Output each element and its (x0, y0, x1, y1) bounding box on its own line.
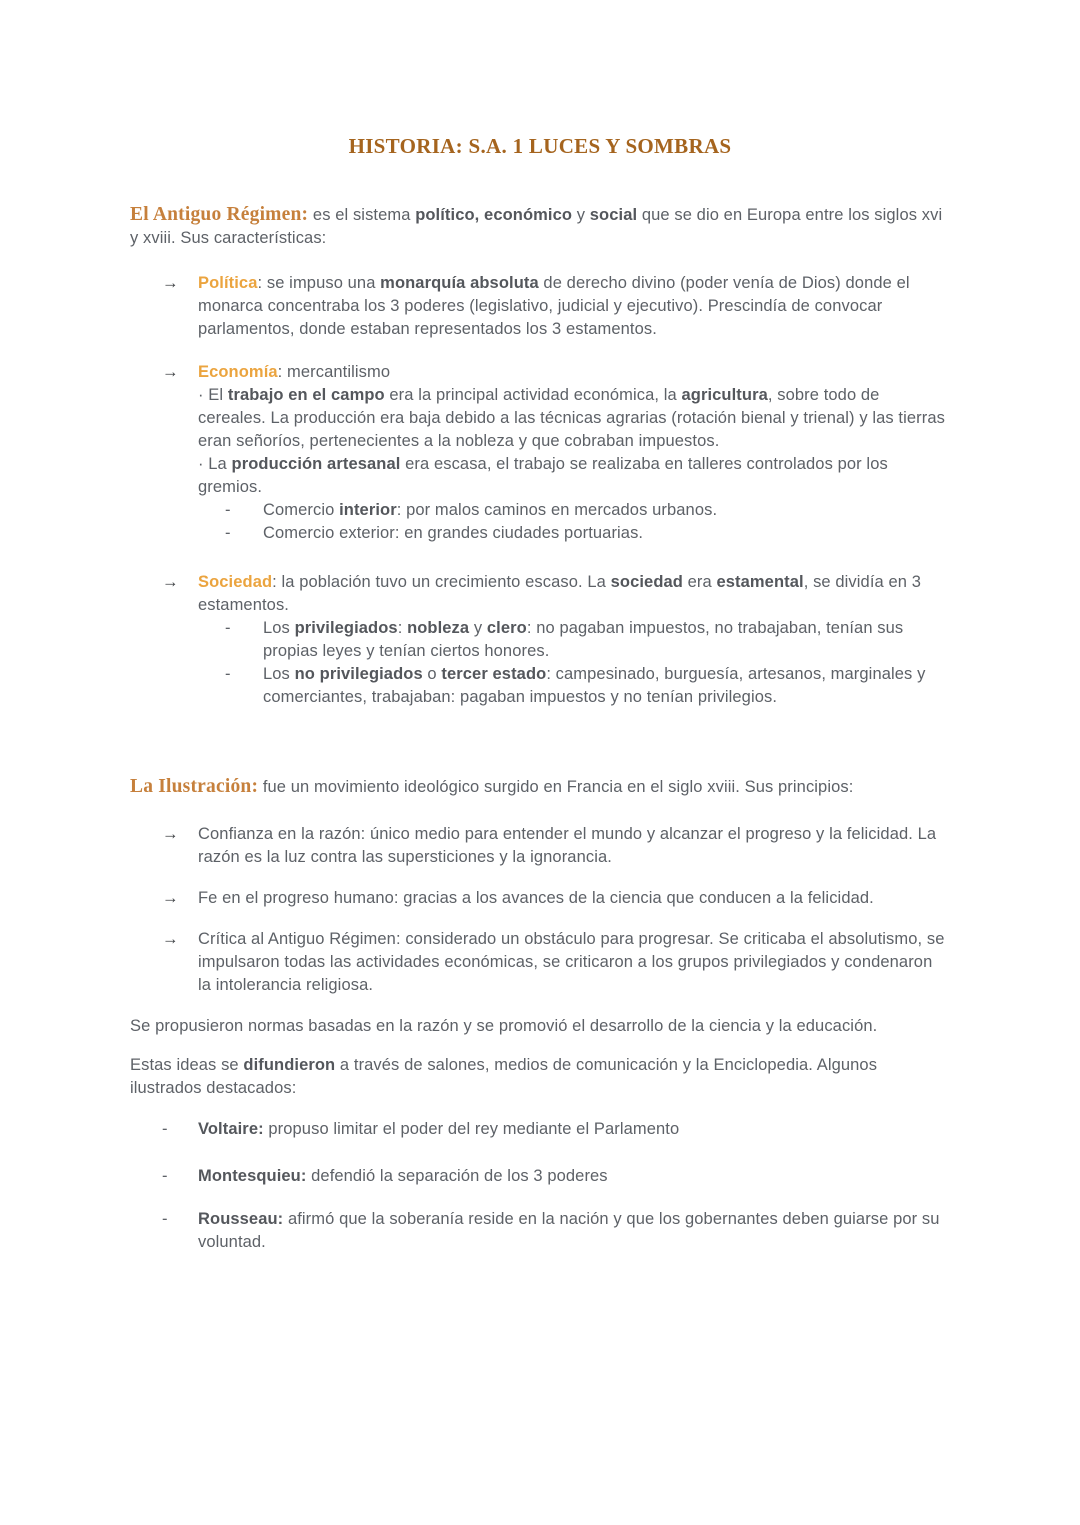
text: era escasa, el trabajo se realizaba en talleres controlados por los gremios. (198, 455, 888, 496)
text-line (130, 775, 950, 799)
text: fue un movimiento ideológico surgido en Francia en el siglo xviii. Sus principios: (258, 778, 854, 796)
text: era la principal actividad económica, la (384, 386, 682, 404)
bold-text: agricultura (681, 386, 768, 404)
bullet-content (198, 823, 950, 869)
text-line (198, 1118, 950, 1141)
arrow-bullet-icon: → (162, 930, 179, 948)
item-voltaire (130, 1118, 950, 1141)
document-title: HISTORIA: S.A. 1 LUCES Y SOMBRAS (348, 134, 732, 158)
dash-bullet-icon: - (225, 524, 231, 542)
paragraph-difusion-ideas (130, 1054, 950, 1100)
bold-text: trabajo en el campo (227, 386, 385, 404)
text-line (198, 361, 950, 384)
text: es el sistema (308, 206, 416, 224)
text: y (572, 206, 590, 224)
bold-text: monarquía absoluta (380, 274, 539, 292)
arrow-bullet-icon: → (162, 363, 179, 381)
text: Crítica al Antiguo Régimen: considerado un obstáculo para progresar. Se criticaba el absolutismo, se impulsaron todas las actividades económicas, se criticaron a los grupos privilegiados y condenaron la intolerancia religiosa. (198, 930, 945, 994)
text: : por malos caminos en mercados urbanos. (396, 501, 718, 519)
bullet-confianza-razon (130, 823, 950, 869)
text: , se dividía en 3 estamentos. (198, 573, 921, 614)
text-line (198, 571, 950, 617)
text: · El (198, 386, 228, 404)
text-line (130, 203, 950, 250)
bold-text: no privilegiados (294, 665, 423, 683)
bullet-fe-progreso (130, 887, 950, 910)
bullet-content (198, 571, 950, 617)
text-line (263, 663, 950, 709)
bullet-content (263, 499, 950, 522)
text: Se propusieron normas basadas en la razón y se promovió el desarrollo de la ciencia y la educación. (130, 1017, 878, 1035)
text-line (130, 1054, 950, 1100)
intro-paragraph-antiguo-regimen (130, 203, 950, 250)
text: que se dio en Europa entre los siglos xvi y xviii. Sus características: (130, 206, 943, 247)
bullet-critica-antiguo-regimen (130, 928, 950, 997)
bullet-content (198, 1118, 950, 1141)
text-line (198, 928, 950, 997)
subitem-comercio-interior (130, 499, 950, 522)
text: afirmó que la soberanía reside en la nación y que los gobernantes deben guiarse por su voluntad. (198, 1210, 940, 1251)
document-body (130, 203, 950, 1254)
text-line (198, 272, 950, 341)
bullet-content (198, 1208, 950, 1254)
bold-text: Rousseau: (198, 1210, 284, 1228)
text-line (198, 823, 950, 869)
text-line (263, 499, 950, 522)
bullet-content (198, 887, 950, 910)
text-line (198, 384, 950, 453)
subitem-privilegiados (130, 617, 950, 663)
text: : campesinado, burguesía, artesanos, marginales y comerciantes, trabajaban: pagaban impuestos y no tenían privilegios. (263, 665, 926, 706)
text: propuso limitar el poder del rey mediante el Parlamento (263, 1120, 680, 1138)
text-line (198, 887, 950, 910)
text: Confianza en la razón: único medio para entender el mundo y alcanzar el progreso y la felicidad. La razón es la luz contra las supersticiones y la ignorancia. (198, 825, 937, 866)
text: Fe en el progreso humano: gracias a los avances de la ciencia que conducen a la felicidad. (198, 889, 874, 907)
arrow-bullet-icon: → (162, 274, 179, 292)
bullet-content (198, 272, 950, 341)
text: Comercio exterior: en grandes ciudades portuarias. (263, 524, 644, 542)
keyword-orange: Política (198, 274, 258, 292)
text-line (198, 453, 950, 499)
text: era (682, 573, 717, 591)
bold-text: producción artesanal (231, 455, 401, 473)
arrow-bullet-icon: → (162, 889, 179, 907)
bold-text: estamental (716, 573, 804, 591)
keyword-orange: Sociedad (198, 573, 273, 591)
bold-text: social (589, 206, 638, 224)
bullet-content (198, 361, 950, 499)
bold-text: político, (415, 206, 480, 224)
text-line (130, 1015, 950, 1038)
text: Estas ideas se (130, 1056, 244, 1074)
intro-paragraph-ilustracion (130, 775, 950, 799)
dash-bullet-icon: - (162, 1167, 168, 1185)
dash-bullet-icon: - (225, 619, 231, 637)
dash-bullet-icon: - (162, 1120, 168, 1138)
bullet-content (198, 1165, 950, 1188)
text: : la población tuvo un crecimiento escaso. La (272, 573, 611, 591)
text: : (397, 619, 408, 637)
subitem-comercio-exterior (130, 522, 950, 545)
text-line (263, 617, 950, 663)
dash-bullet-icon: - (225, 665, 231, 683)
bold-text: privilegiados (294, 619, 398, 637)
bold-text: interior (339, 501, 397, 519)
bullet-politica (130, 272, 950, 341)
text-line (198, 1208, 950, 1254)
text: : se impuso una (257, 274, 381, 292)
item-rousseau (130, 1208, 950, 1254)
bullet-content (263, 617, 950, 663)
text: defendió la separación de los 3 poderes (306, 1167, 608, 1185)
text: Los (263, 665, 295, 683)
text: : no pagaban impuestos, no trabajaban, tenían sus propias leyes y tenían ciertos honores. (263, 619, 904, 660)
section-heading: El Antiguo Régimen: (130, 204, 309, 225)
paragraph-normas-razon (130, 1015, 950, 1038)
text: : mercantilismo (277, 363, 391, 381)
bullet-economia (130, 361, 950, 499)
bold-text: Montesquieu: (198, 1167, 307, 1185)
text: a través de salones, medios de comunicación y la Enciclopedia. Algunos ilustrados destacados: (130, 1056, 878, 1097)
section-heading: La Ilustración: (130, 776, 259, 797)
text-line (263, 522, 950, 545)
bullet-content (263, 663, 950, 709)
bold-text: Voltaire: (198, 1120, 264, 1138)
text-line (198, 1165, 950, 1188)
bold-text: difundieron (243, 1056, 336, 1074)
bold-text: sociedad (610, 573, 683, 591)
bullet-sociedad (130, 571, 950, 617)
text: · La (198, 455, 232, 473)
bullet-content (263, 522, 950, 545)
item-montesquieu (130, 1165, 950, 1188)
arrow-bullet-icon: → (162, 825, 179, 843)
text: Los (263, 619, 295, 637)
subitem-no-privilegiados (130, 663, 950, 709)
text: y (469, 619, 487, 637)
arrow-bullet-icon: → (162, 573, 179, 591)
bold-text: clero (486, 619, 527, 637)
bold-text: nobleza (407, 619, 470, 637)
keyword-orange: Economía (198, 363, 278, 381)
text: o (422, 665, 442, 683)
bold-text: tercer estado (441, 665, 547, 683)
text: , sobre todo de cereales. La producción era baja debido a las técnicas agrarias (rotación bienal y trienal) y las tierras eran señoríos, pertenecientes a la nobleza y que cobraban impuestos. (198, 386, 945, 450)
bold-text: económico (484, 206, 573, 224)
dash-bullet-icon: - (162, 1210, 168, 1228)
text: de derecho divino (poder venía de Dios) donde el monarca concentraba los 3 poderes (legislativo, judicial y ejecutivo). Prescindía de convocar parlamentos, donde estaban representados los 3 estamentos. (198, 274, 910, 338)
text: Comercio (263, 501, 340, 519)
dash-bullet-icon: - (225, 501, 231, 519)
bullet-content (198, 928, 950, 997)
